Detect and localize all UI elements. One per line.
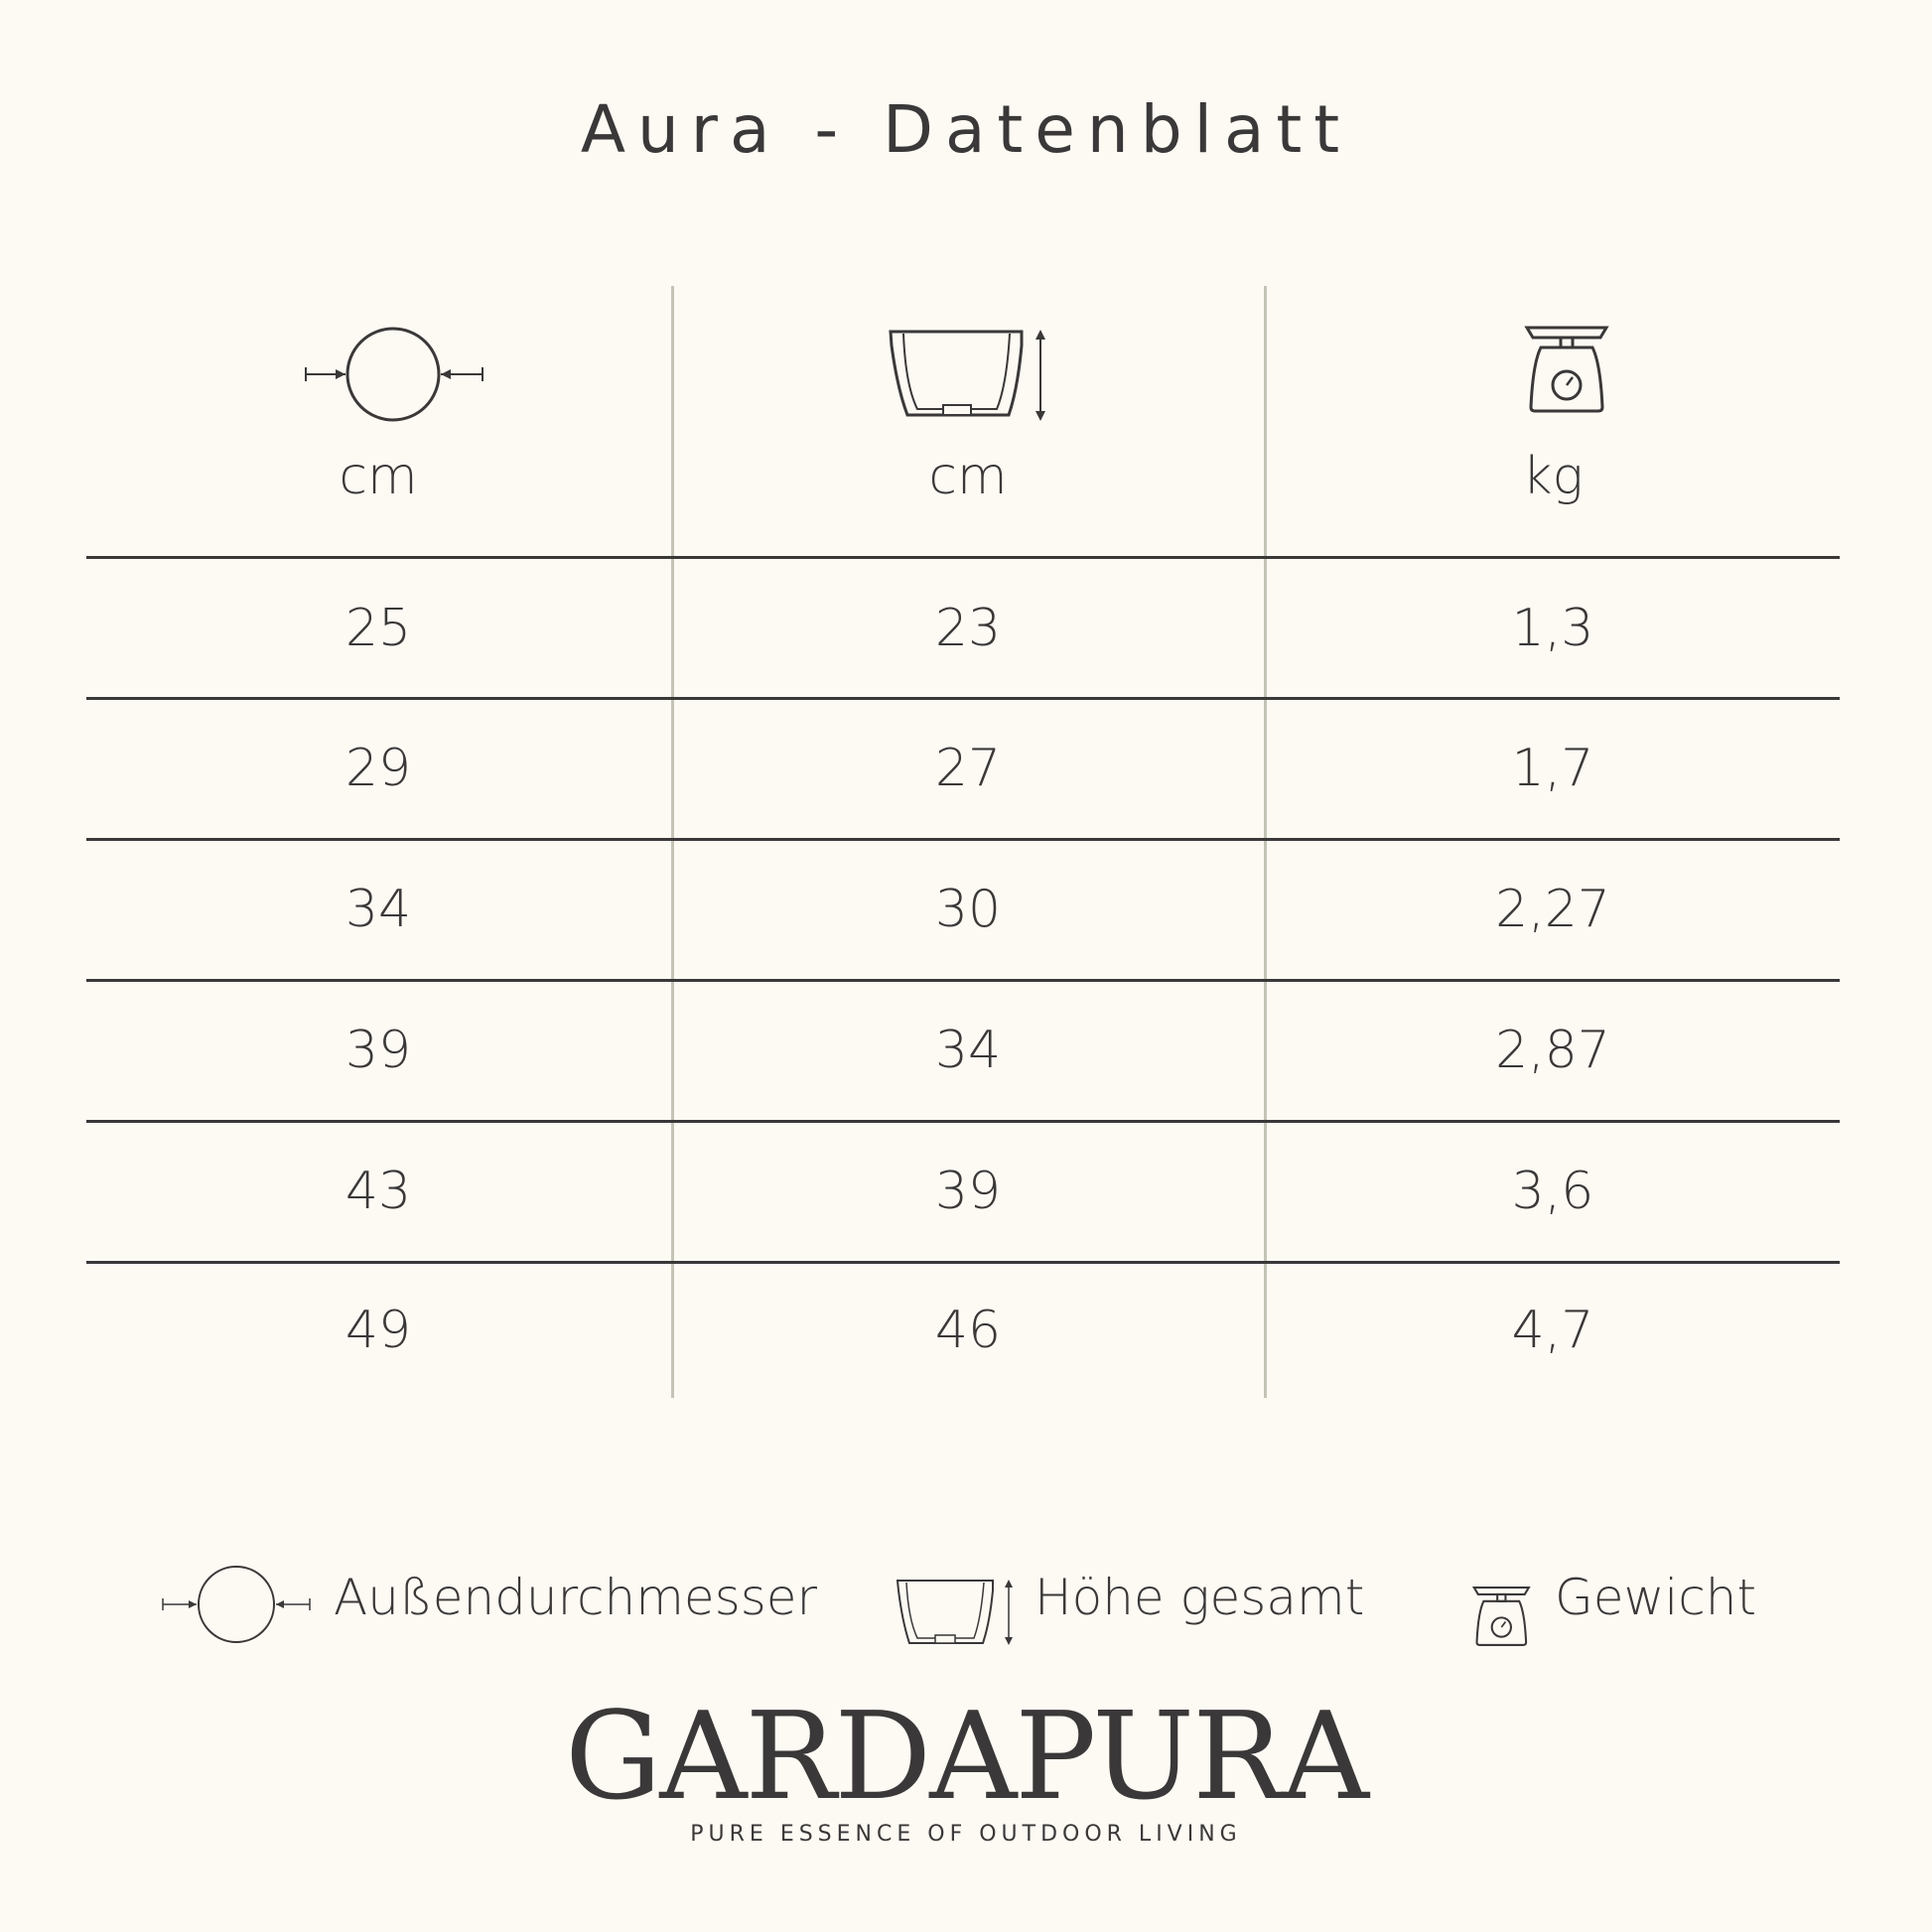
- cell-weight: 3,6: [1511, 1162, 1594, 1221]
- brand-tagline: PURE ESSENCE OF OUTDOOR LIVING: [690, 1822, 1242, 1847]
- cell-diameter: 49: [345, 1301, 412, 1360]
- row-divider: [86, 1261, 1840, 1264]
- outer-diameter-icon: [302, 324, 490, 427]
- cell-height: 39: [934, 1162, 1002, 1221]
- cell-height: 30: [934, 880, 1002, 939]
- cell-diameter: 39: [345, 1021, 412, 1080]
- brand-logo: GARDAPURA: [564, 1686, 1368, 1827]
- unit-label-diameter: cm: [339, 447, 418, 506]
- cell-diameter: 29: [345, 739, 412, 798]
- cell-height: 27: [934, 739, 1002, 798]
- cell-height: 34: [934, 1021, 1002, 1080]
- page-title: Aura - Datenblatt: [580, 91, 1352, 168]
- legend-label-weight: Gewicht: [1555, 1569, 1757, 1626]
- cell-weight: 1,7: [1511, 739, 1594, 798]
- cell-diameter: 43: [345, 1162, 412, 1221]
- scale-icon: [1471, 1567, 1533, 1666]
- row-divider: [86, 838, 1840, 841]
- column-divider: [671, 286, 674, 1398]
- legend-label-height: Höhe gesamt: [1035, 1569, 1365, 1626]
- cell-diameter: 25: [345, 599, 412, 658]
- unit-label-weight: kg: [1522, 447, 1584, 506]
- unit-label-height: cm: [928, 447, 1008, 506]
- cell-weight: 2,27: [1495, 880, 1610, 939]
- total-height-icon: [896, 1563, 1021, 1662]
- total-height-icon: [888, 328, 1056, 423]
- cell-diameter: 34: [345, 880, 412, 939]
- cell-weight: 4,7: [1511, 1301, 1594, 1360]
- row-divider: [86, 1120, 1840, 1123]
- cell-height: 23: [934, 599, 1002, 658]
- outer-diameter-icon: [159, 1555, 314, 1654]
- cell-height: 46: [934, 1301, 1002, 1360]
- cell-weight: 1,3: [1511, 599, 1594, 658]
- row-divider: [86, 979, 1840, 982]
- column-divider: [1264, 286, 1267, 1398]
- row-divider: [86, 697, 1840, 700]
- cell-weight: 2,87: [1495, 1021, 1610, 1080]
- legend-label-diameter: Außendurchmesser: [334, 1569, 818, 1626]
- scale-icon: [1523, 324, 1612, 415]
- row-divider: [86, 556, 1840, 559]
